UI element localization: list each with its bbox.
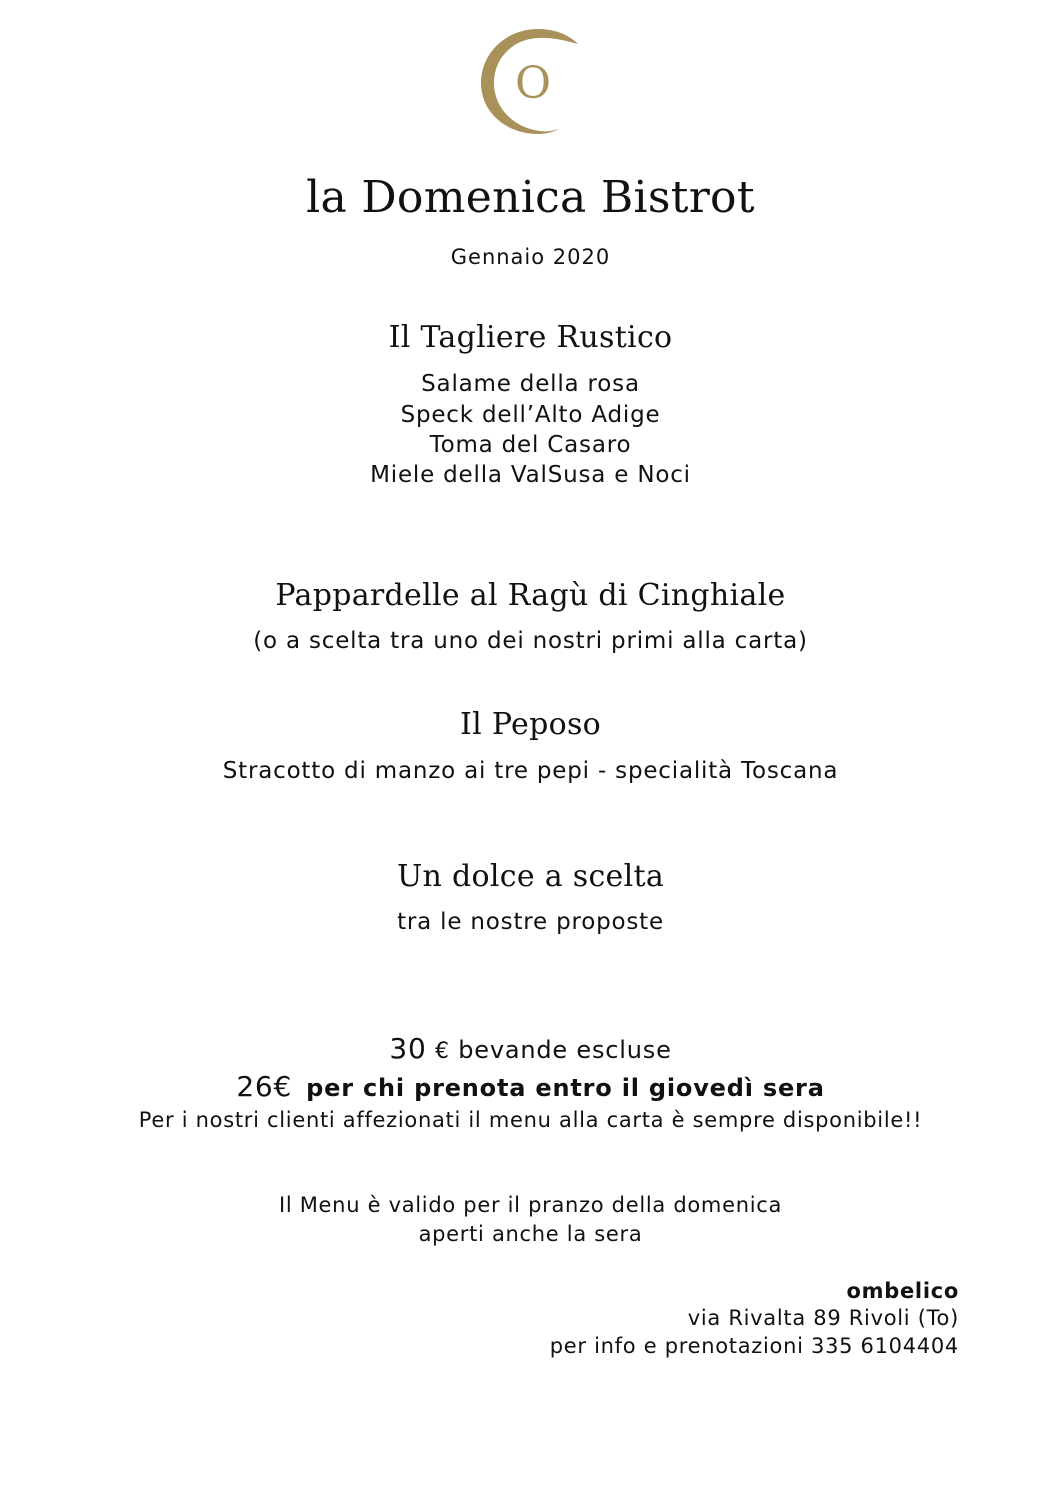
price-text: bevande escluse [458, 1036, 672, 1064]
restaurant-name: ombelico [846, 1279, 959, 1303]
course-item: Stracotto di manzo ai tre pepi - specialità Toscana [222, 758, 839, 784]
course-item: tra le nostre proposte [397, 909, 664, 935]
course-title: Un dolce a scelta [396, 859, 665, 894]
price-main [0, 1032, 1061, 1069]
course-item: Toma del Casaro [429, 432, 632, 458]
restaurant-logo [476, 26, 586, 136]
reservation-phone: per info e prenotazioni 335 6104404 [549, 1334, 959, 1358]
validity-line: Il Menu è valido per il pranzo della domenica [278, 1193, 783, 1217]
course-item: Salame della rosa [421, 371, 640, 397]
logo-letter: O [514, 58, 552, 109]
course-title: Pappardelle al Ragù di Cinghiale [275, 578, 786, 613]
course-title: Il Peposo [460, 707, 601, 742]
course-item: Speck dell’Alto Adige [400, 402, 661, 428]
price-currency: € [435, 1039, 450, 1064]
menu-title: la Domenica Bistrot [306, 172, 755, 223]
menu-date: Gennaio 2020 [450, 245, 611, 269]
carta-note: Per i nostri clienti affezionati il menu alla carta è sempre disponibile!! [138, 1108, 923, 1132]
restaurant-address: via Rivalta 89 Rivoli (To) [687, 1306, 959, 1330]
validity-line: aperti anche la sera [418, 1222, 643, 1246]
course-title: Il Tagliere Rustico [388, 320, 673, 355]
price-promo [0, 1069, 1061, 1106]
promo-text: per chi prenota entro il giovedì sera [306, 1074, 825, 1102]
promo-price-value: 26€ [236, 1070, 293, 1103]
course-item: (o a scelta tra uno dei nostri primi alla carta) [253, 628, 808, 654]
price-value: 30 [389, 1032, 427, 1065]
course-item: Miele della ValSusa e Noci [370, 462, 691, 488]
